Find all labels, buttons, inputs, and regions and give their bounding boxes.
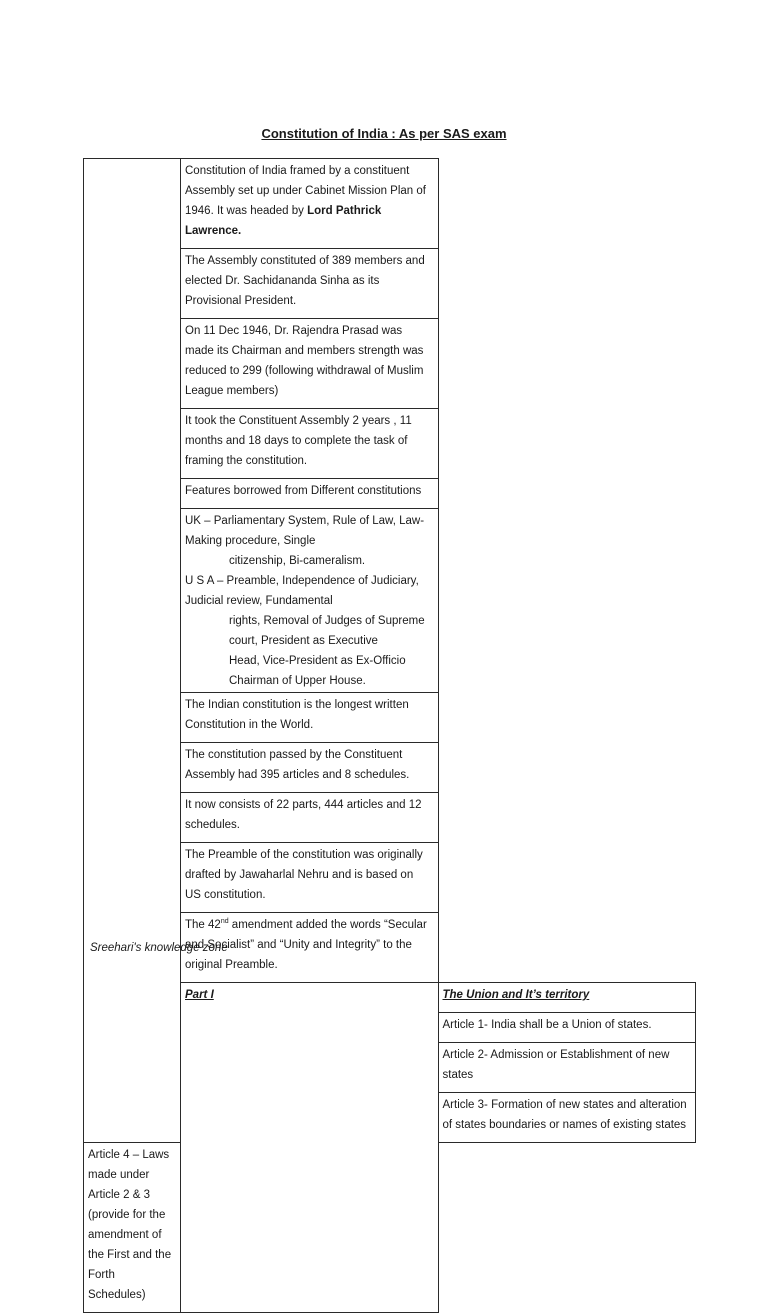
usa-line-cont: Head, Vice-President as Ex-Officio Chairman of Upper House. <box>229 655 406 687</box>
empty-left-cell <box>84 159 181 1143</box>
article-cell: Article 3- Formation of new states and alteration of states boundaries or names of existing states <box>438 1093 696 1143</box>
table-cell <box>181 159 439 249</box>
usa-line: U S A – Preamble, Independence of Judiciary, Judicial review, Fundamental <box>185 575 419 607</box>
table-cell: On 11 Dec 1946, Dr. Rajendra Prasad was made its Chairman and members strength was reduced to 299 (following withdrawal of Muslim League members) <box>181 319 439 409</box>
ordinal-suffix: nd <box>220 918 229 926</box>
cell-text: The 42 <box>185 919 221 931</box>
article-cell: Article 4 – Laws made under Article 2 & 3 (provide for the amendment of the First and the Forth Schedules) <box>84 1143 181 1313</box>
usa-line-cont: rights, Removal of Judges of Supreme court, President as Executive <box>229 615 425 647</box>
borrowed-features-cell <box>181 509 439 693</box>
table-cell: Features borrowed from Different constitutions <box>181 479 439 509</box>
article-cell: Article 1- India shall be a Union of states. <box>438 1013 696 1043</box>
document-title: Constitution of India : As per SAS exam <box>261 126 507 141</box>
article-cell: Article 2- Admission or Establishment of new states <box>438 1043 696 1093</box>
table-cell: It now consists of 22 parts, 444 articles and 12 schedules. <box>181 793 439 843</box>
table-row <box>84 159 696 249</box>
table-cell: The Preamble of the constitution was originally drafted by Jawaharlal Nehru and is based on US constitution. <box>181 843 439 913</box>
footer-text: Sreehari's knowledge zone <box>90 942 228 954</box>
uk-line-cont: citizenship, Bi-cameralism. <box>229 555 366 567</box>
cell-bold-text: Lord Pathrick Lawrence. <box>185 205 382 237</box>
table-cell: The constitution passed by the Constituent Assembly had 395 articles and 8 schedules. <box>181 743 439 793</box>
table-cell: It took the Constituent Assembly 2 years , 11 months and 18 days to complete the task of framing the constitution. <box>181 409 439 479</box>
table-cell: The Indian constitution is the longest written Constitution in the World. <box>181 693 439 743</box>
uk-line: UK – Parliamentary System, Rule of Law, Law-Making procedure, Single <box>185 515 425 547</box>
cell-text: Constitution of India framed by a constituent Assembly set up under Cabinet Mission Plan of 1946. It was headed by <box>185 165 426 217</box>
part-heading: The Union and It’s territory <box>438 983 696 1013</box>
table-cell: The Assembly constituted of 389 members and elected Dr. Sachidananda Sinha as its Provisional President. <box>181 249 439 319</box>
part-label: Part I <box>181 983 439 1313</box>
cell-text: amendment added the words “Secular and Socialist” and “Unity and Integrity” to the original Preamble. <box>185 919 427 971</box>
constitution-table <box>83 158 696 1313</box>
